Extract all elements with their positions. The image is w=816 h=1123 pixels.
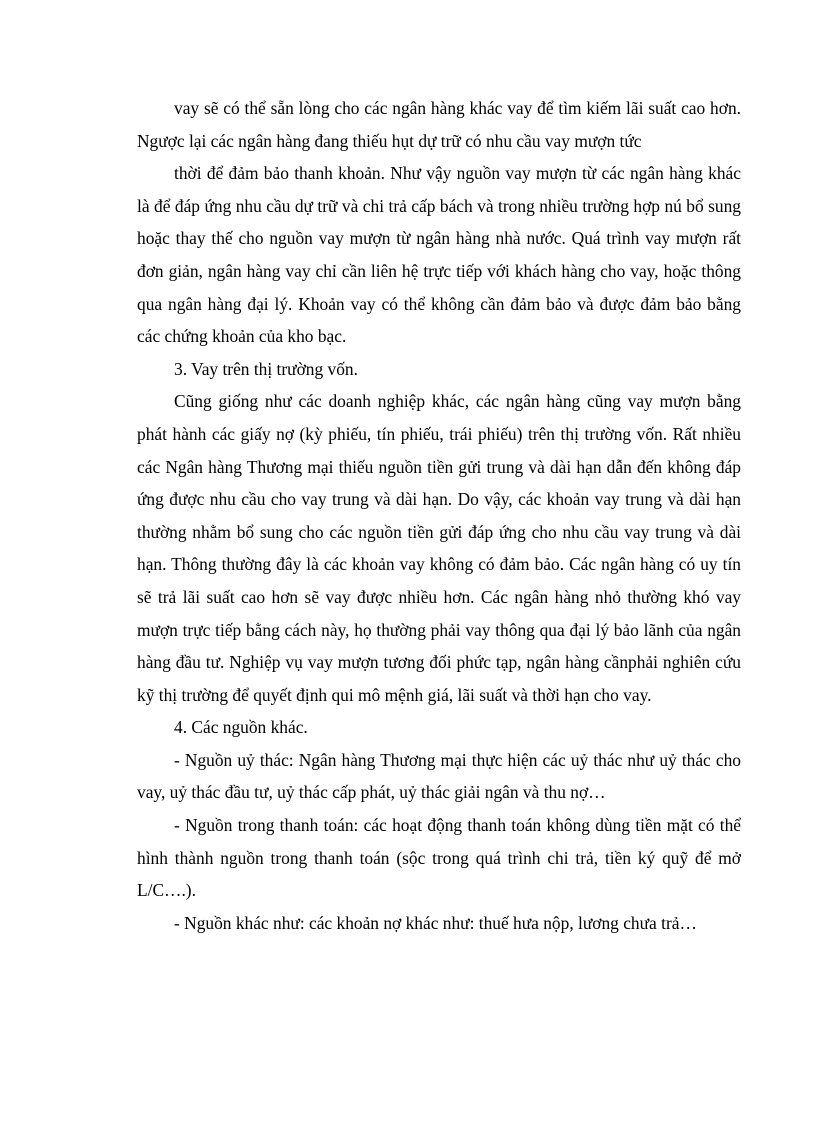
paragraph-capital-market: Cũng giống như các doanh nghiệp khác, các ngân hàng cũng vay mượn bằng phát hành các giấy nợ (kỳ phiếu, tín phiếu, trái phiếu) trên thị trường vốn. Rất nhiều các Ngân hàng Thương mại thiếu nguồn tiền gửi trung và dài hạn dẫn đến không đáp ứng được nhu cầu cho vay trung và dài hạn. Do vậy, các khoản vay trung và dài hạn thường nhằm bổ sung cho các nguồn tiền gửi đáp ứng cho nhu cầu vay trung và dài hạn. Thông thường đây là các khoản vay không có đảm bảo. Các ngân hàng có uy tín sẽ trả lãi suất cao hơn sẽ vay được nhiều hơn. Các ngân hàng nhỏ thường khó vay mượn trực tiếp bằng cách này, họ thường phải vay thông qua đại lý bảo lãnh của ngân hàng đầu tư. Nghiệp vụ vay mượn tương đối phức tạp, ngân hàng cầnphải nghiên cứu kỹ thị trường để quyết định qui mô mệnh giá, lãi suất và thời hạn cho vay. — [137, 391, 741, 705]
section-heading-other-sources: 4. Các nguồn khác. — [174, 717, 308, 738]
section-heading-capital-market: 3. Vay trên thị trường vốn. — [174, 358, 358, 379]
document-body — [137, 92, 741, 939]
list-item-trust-funds: - Nguồn uỷ thác: Ngân hàng Thương mại thực hiện các uỷ thác như uỷ thác cho vay, uỷ thác đầu tư, uỷ thác cấp phát, uỷ thác giải ngân và thu nợ… — [137, 749, 741, 803]
paragraph-interbank-lending: vay sẽ có thể sẵn lòng cho các ngân hàng khác vay để tìm kiếm lãi suất cao hơn. Ngược lại các ngân hàng đang thiếu hụt dự trữ có nhu cầu vay mượn tức — [137, 98, 741, 151]
list-item-other-funds: - Nguồn khác như: các khoản nợ khác như: thuế hưa nộp, lương chưa trả… — [174, 912, 697, 933]
list-item-payment-funds: - Nguồn trong thanh toán: các hoạt động thanh toán không dùng tiền mặt có thể hình thành nguồn trong thanh toán (sộc trong quá trình chi trả, tiền ký quỹ để mở L/C….). — [137, 815, 741, 901]
paragraph-interbank-liquidity: thời để đảm bảo thanh khoản. Như vậy nguồn vay mượn từ các ngân hàng khác là để đáp ứng nhu cầu dự trữ và chi trả cấp bách và trong nhiều trường hợp nú bổ sung hoặc thay thế cho nguồn vay mượn từ ngân hàng nhà nước. Quá trình vay mượn rất đơn giản, ngân hàng vay chỉ cần liên hệ trực tiếp với khách hàng cho vay, hoặc thông qua ngân hàng đại lý. Khoản vay có thể không cần đảm bảo và được đảm bảo bằng các chứng khoản của kho bạc. — [137, 163, 741, 347]
